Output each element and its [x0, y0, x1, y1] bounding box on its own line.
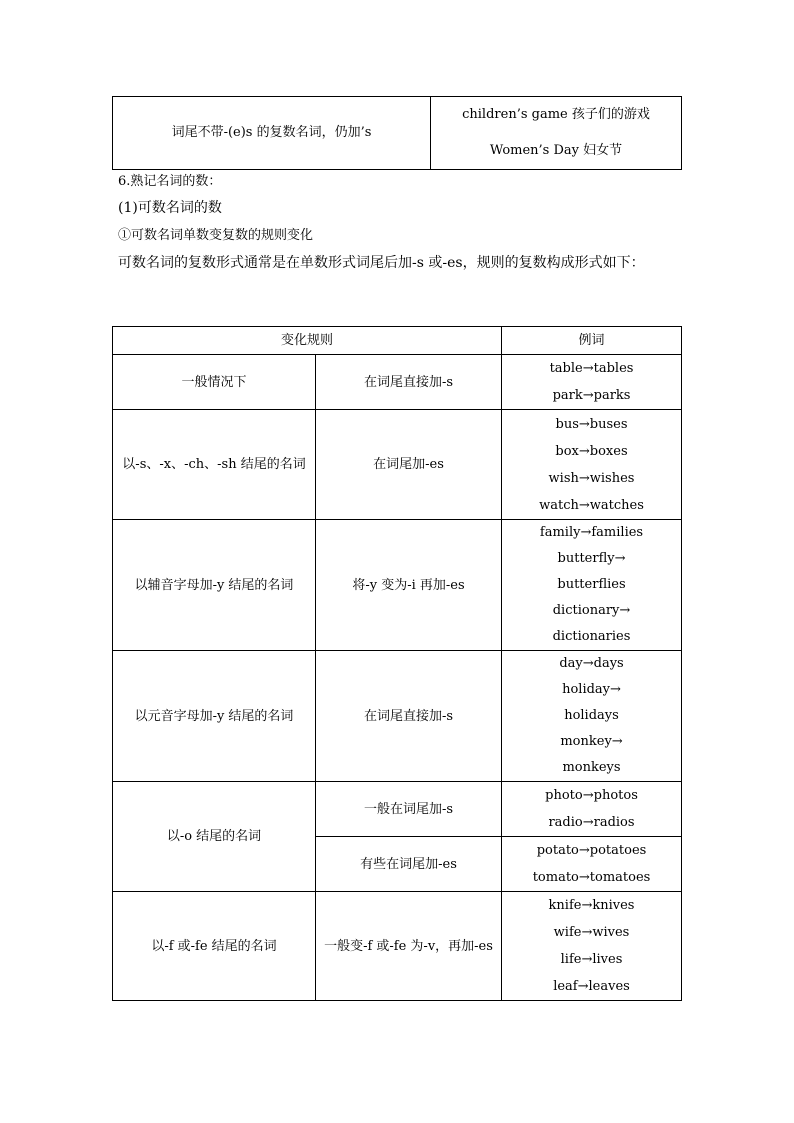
possessive-examples-cell: [431, 97, 682, 170]
header-rule: 变化规则: [113, 327, 502, 355]
example-line: wife→wives: [553, 925, 630, 940]
rule-cell: 在词尾直接加-s: [316, 355, 502, 410]
possessive-rule-cell: 词尾不带-(e)s 的复数名词，仍加’s: [113, 97, 431, 170]
examples-cell: [502, 651, 682, 782]
example-line: wish→wishes: [548, 470, 635, 486]
rule-cell: 有些在词尾加-es: [316, 837, 502, 892]
example-line: knife→knives: [548, 898, 635, 913]
examples-cell: [502, 837, 682, 892]
case-cell: 以-s、-x、-ch、-sh 结尾的名词: [113, 410, 316, 520]
example-line: tomato→tomatoes: [532, 870, 651, 885]
header-example: 例词: [502, 327, 682, 355]
example-line: box→boxes: [555, 443, 628, 459]
example-line: butterflies: [557, 577, 626, 592]
case-cell: 以元音字母加-y 结尾的名词: [113, 651, 316, 782]
rule-cell: 在词尾直接加-s: [316, 651, 502, 782]
description-text: 可数名词的复数形式通常是在单数形式词尾后加-s 或-es，规则的复数构成形式如下：: [118, 255, 645, 271]
example-line: radio→radios: [548, 815, 635, 830]
rule-cell: 在词尾加-es: [316, 410, 502, 520]
example-line: watch→watches: [539, 497, 644, 513]
examples-cell: [502, 892, 682, 1001]
example-line: bus→buses: [555, 416, 628, 432]
example-line: potato→potatoes: [536, 843, 647, 858]
example-line: park→parks: [552, 388, 631, 403]
examples-cell: [502, 410, 682, 520]
rule-cell: 一般在词尾加-s: [316, 782, 502, 837]
top-table: [112, 96, 682, 170]
example-line: monkeys: [562, 760, 621, 775]
example-line: leaf→leaves: [553, 979, 630, 994]
rule-cell: 一般变-f 或-fe 为-v，再加-es: [316, 892, 502, 1001]
plural-rules-table: [112, 326, 682, 1001]
example-line: children’s game 孩子们的游戏: [462, 107, 650, 122]
case-cell: 以-f 或-fe 结尾的名词: [113, 892, 316, 1001]
case-cell: 以-o 结尾的名词: [113, 782, 316, 892]
example-line: life→lives: [560, 952, 623, 967]
example-line: family→families: [539, 525, 644, 540]
example-line: monkey→: [560, 734, 623, 749]
examples-cell: [502, 520, 682, 651]
example-line: holidays: [564, 708, 619, 723]
case-cell: 以辅音字母加-y 结尾的名词: [113, 520, 316, 651]
example-line: day→days: [559, 656, 624, 671]
example-line: dictionaries: [552, 629, 631, 644]
examples-cell: [502, 355, 682, 410]
example-line: butterfly→: [557, 551, 626, 566]
section-heading: 6.熟记名词的数：: [118, 174, 222, 189]
sub-heading: (1)可数名词的数: [118, 200, 222, 216]
example-line: photo→photos: [545, 788, 638, 803]
example-line: holiday→: [562, 682, 621, 697]
examples-cell: [502, 782, 682, 837]
example-line: dictionary→: [552, 603, 631, 618]
example-line: Women’s Day 妇女节: [489, 143, 623, 158]
rule-cell: 将-y 变为-i 再加-es: [316, 520, 502, 651]
case-cell: 一般情况下: [113, 355, 316, 410]
rule-heading: ①可数名词单数变复数的规则变化: [118, 228, 314, 243]
example-line: table→tables: [549, 361, 634, 376]
